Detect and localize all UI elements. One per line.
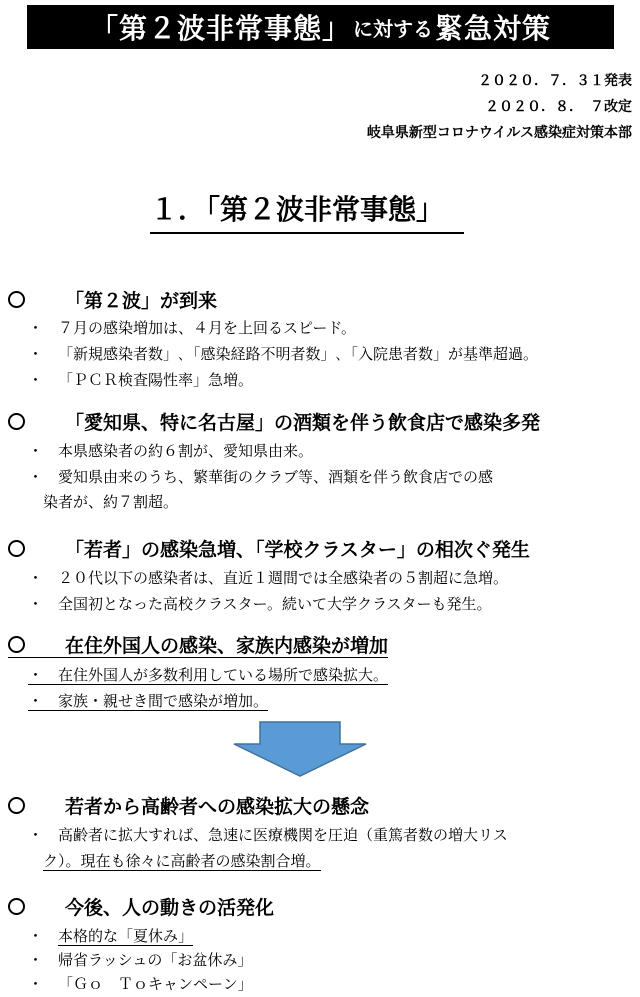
bullet-item: ・ 高齢者に拡大すれば、急速に医療機関を圧迫（重篤者数の増大リス [28,826,508,844]
organization: 岐阜県新型コロナウイルス感染症対策本部 [366,125,632,141]
bullet-item: ・ 全国初となった高校クラスター。続いて大学クラスターも発生。 [28,595,492,613]
item-heading-3: 「若者」の感染急増、「学校クラスター」の相次ぐ発生 [8,535,530,562]
title-main: 「第２波非常事態」 [89,12,351,45]
bullet-continuation: 染者が、約７割超。 [43,493,179,511]
bullet-item: ・ 本格的な「夏休み」 [28,927,194,945]
bullet-item: ・ 「Ｇｏ Ｔｏキャンペーン」 [28,975,253,993]
date-issued: ２０２０．７．３１発表 [478,73,632,89]
bullet-item: ・ ２０代以下の感染者は、直近１週間では全感染者の５割超に急増。 [28,569,509,587]
bullet-item: ・ 愛知県由来のうち、繁華街のクラブ等、酒類を伴う飲食店での感 [28,468,494,486]
item-heading-4: 在住外国人の感染、家族内感染が増加 [8,631,388,658]
circle-icon [8,797,25,814]
section-heading: １．「第２波非常事態」 [150,188,464,234]
item-heading-2: 「愛知県、特に名古屋」の酒類を伴う飲食店で感染多発 [8,408,540,435]
circle-icon [8,636,25,653]
title-end: 緊急対策 [435,12,552,45]
circle-icon [8,413,25,430]
date-revised: ２０２０．８． ７改定 [485,99,632,115]
item-heading-1: 「第２波」が到来 [8,286,217,313]
bullet-continuation: ク）。現在も徐々に高齢者の感染割合増。 [43,852,321,870]
item-heading-5: 若者から高齢者への感染拡大の懸念 [8,792,369,819]
bullet-item: ・ 帰省ラッシュの「お盆休み」 [28,951,253,969]
circle-icon [8,898,25,915]
item-heading-6: 今後、人の動きの活発化 [8,893,274,920]
bullet-item: ・ 「ＰＣＲ検査陽性率」急増。 [28,371,254,389]
title-banner [27,5,614,49]
circle-icon [8,291,25,308]
bullet-item: ・ ７月の感染増加は、４月を上回るスピード。 [28,319,357,337]
bullet-item: ・ 本県感染者の約６割が、愛知県由来。 [28,442,314,460]
title-mid: に対する [353,16,433,41]
circle-icon [8,540,25,557]
bullet-item: ・ 家族・親せき間で感染が増加。 [28,692,269,710]
down-arrow-icon [230,720,370,778]
bullet-item: ・ 「新規感染者数」､「感染経路不明者数」､「入院患者数」が基準超過。 [28,345,539,363]
bullet-item: ・ 在住外国人が多数利用している場所で感染拡大。 [28,666,389,684]
